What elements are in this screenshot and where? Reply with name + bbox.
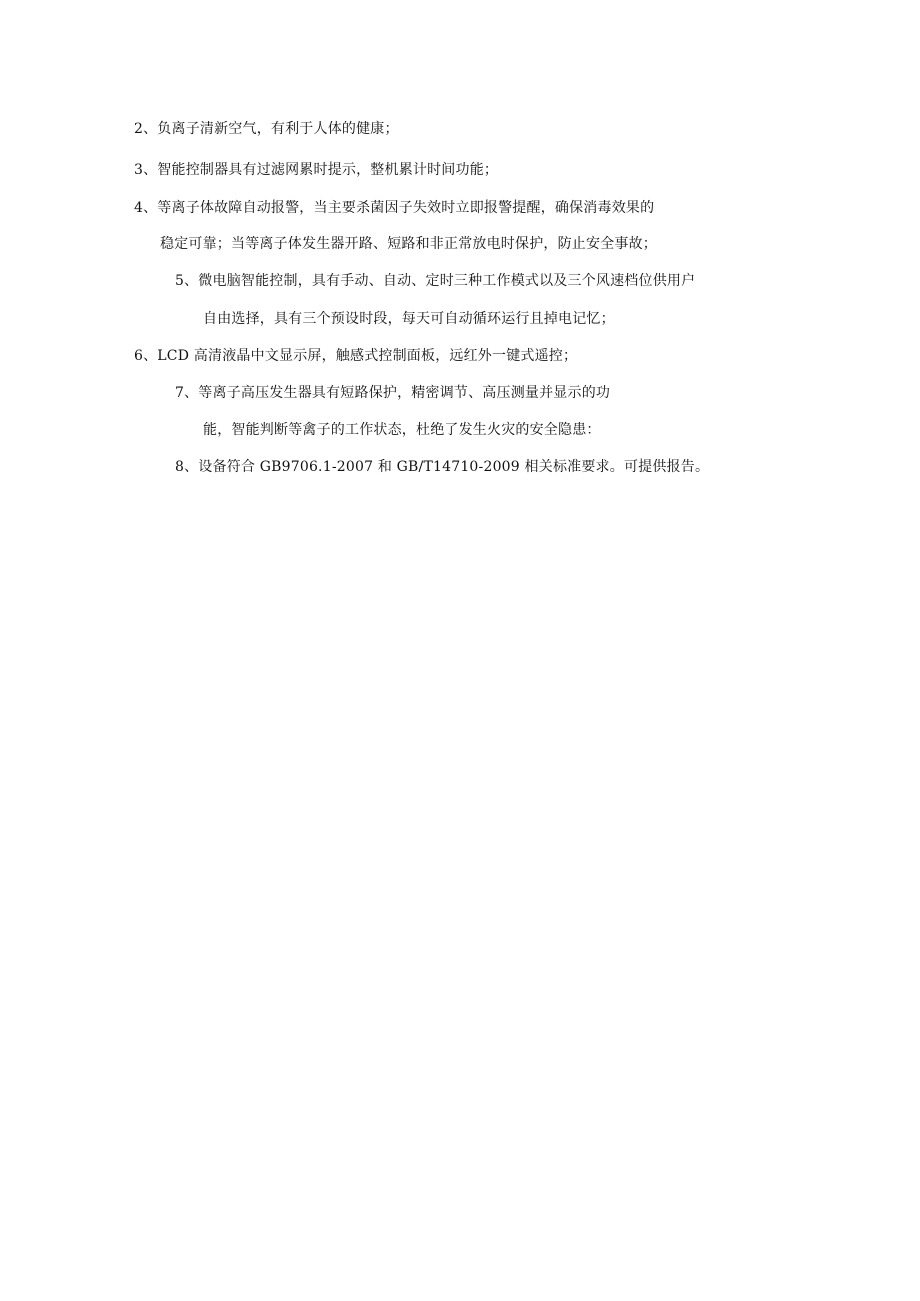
feature-item-2: 2、负离子清新空气，有利于人体的健康；	[134, 121, 399, 137]
feature-item-3: 3、智能控制器具有过滤网累时提示，整机累计时间功能；	[134, 162, 499, 178]
feature-item-4-continuation: 稳定可靠；当等离子体发生器开路、短路和非正常放电时保护，防止安全事故；	[160, 236, 657, 252]
feature-item-5-continuation: 自由选择，具有三个预设时段，每天可自动循环运行且掉电记忆；	[203, 311, 615, 327]
feature-item-4: 4、等离子体故障自动报警，当主要杀菌因子失效时立即报警提醒，确保消毒效果的	[134, 200, 655, 216]
feature-item-7-continuation: 能，智能判断等禽子的工作状态，杜绝了发生火灾的安全隐患：	[203, 422, 601, 438]
feature-item-7: 7、等离子高压发生器具有短路保护，精密调节、高压测量并显示的功	[175, 385, 611, 401]
feature-item-8: 8、设备符合 GB9706.1-2007 和 GB/T14710-2009 相关标准要求。可提供报告。	[175, 459, 710, 475]
feature-item-6: 6、LCD 高清液晶中文显示屏，触感式控制面板，远红外一键式遥控；	[134, 348, 578, 364]
feature-item-5: 5、微电脑智能控制，具有手动、自动、定时三种工作模式以及三个风速档位供用户	[175, 273, 696, 289]
